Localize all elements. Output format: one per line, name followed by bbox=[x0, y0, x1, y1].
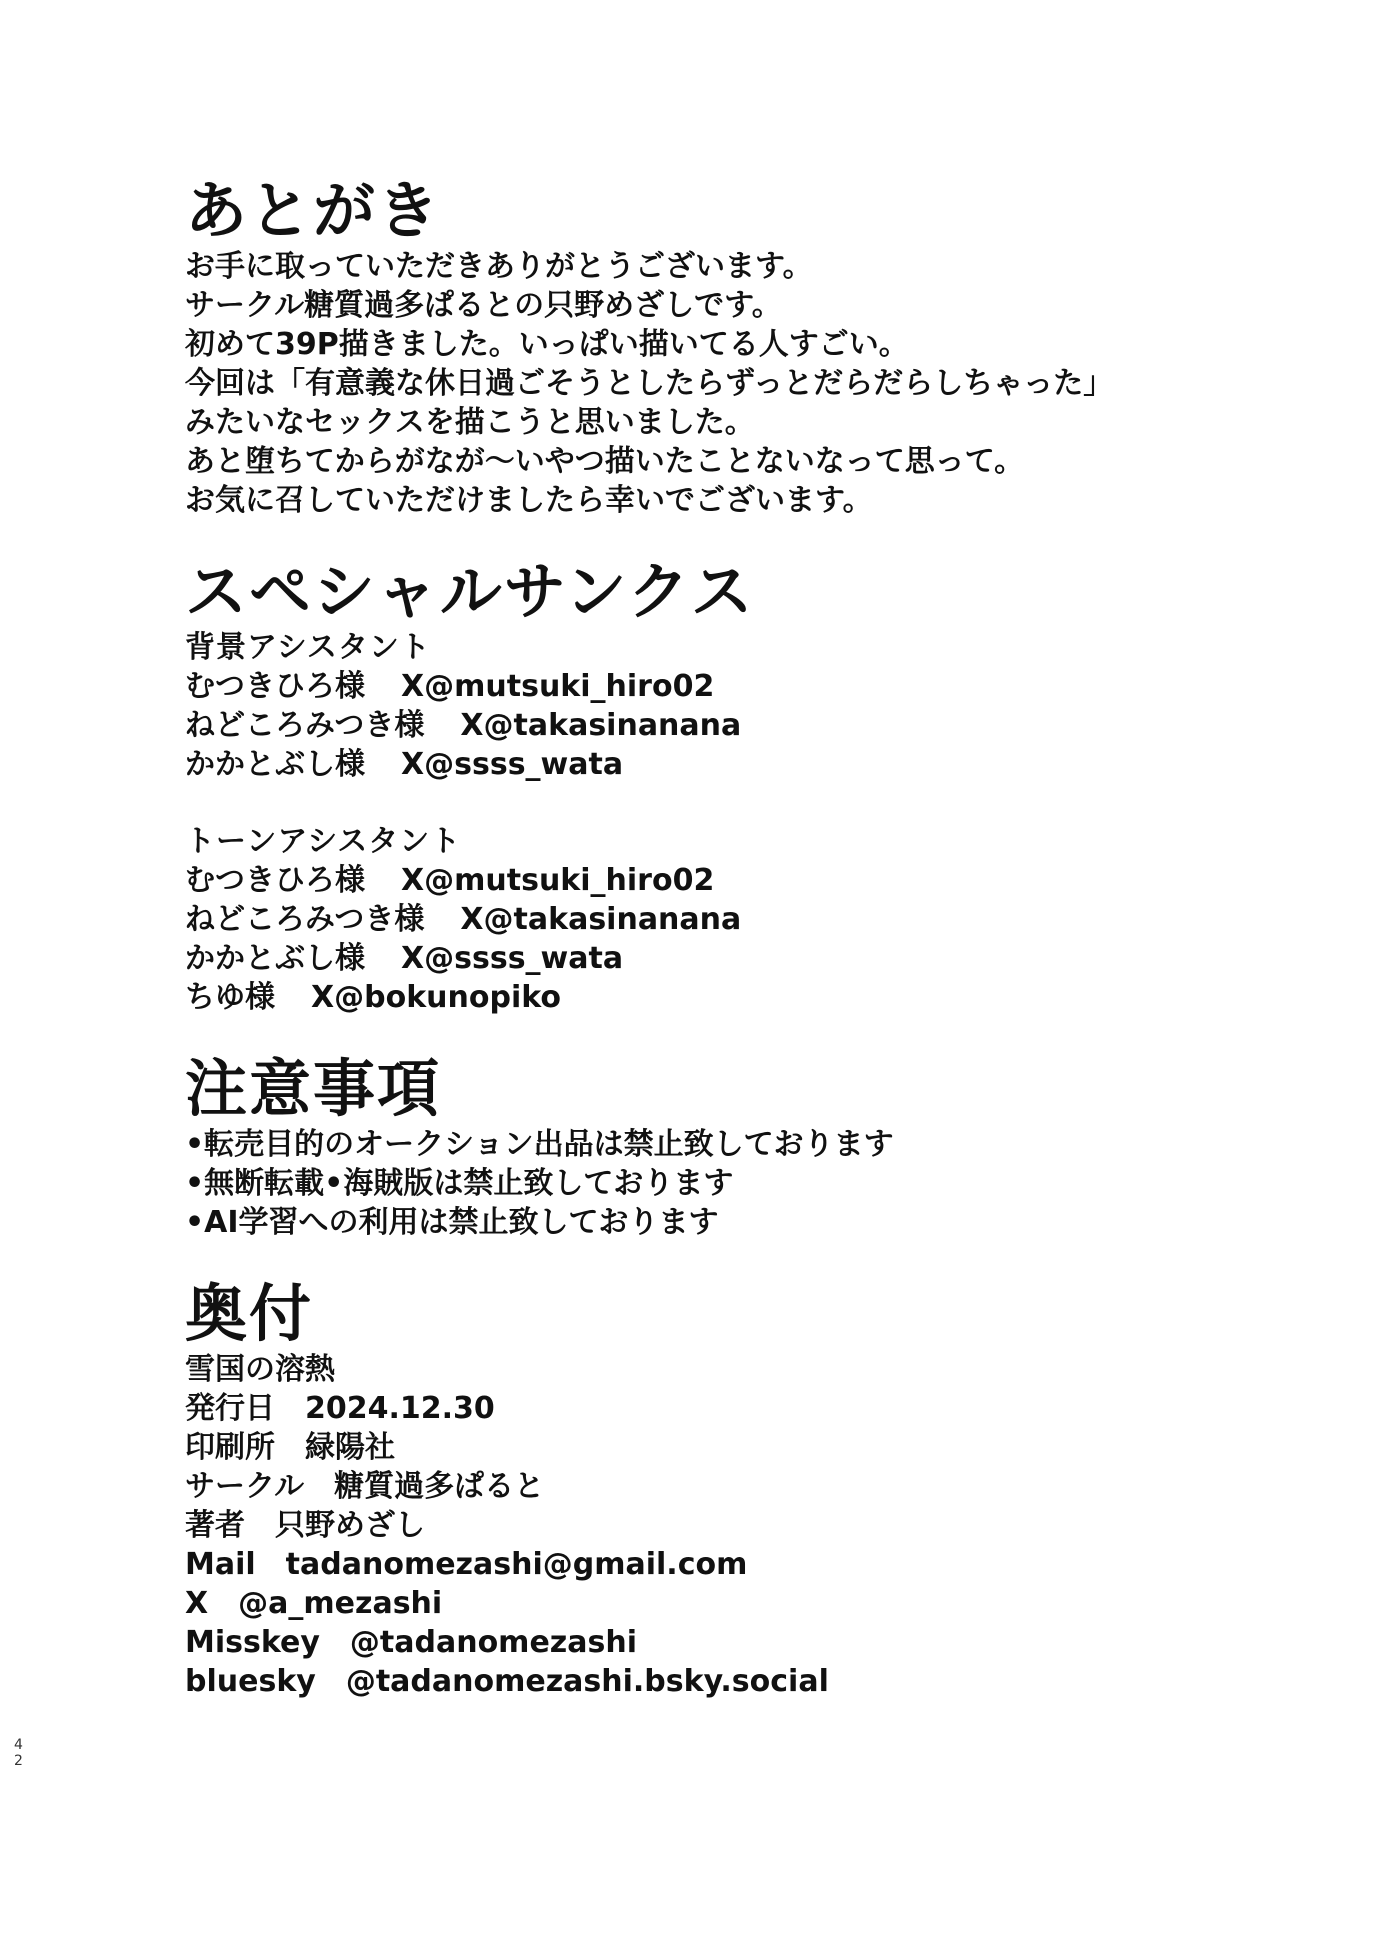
colophon-value: tadanomezashi@gmail.com bbox=[285, 1547, 748, 1582]
credit-name: ねどころみつき様 bbox=[185, 708, 425, 743]
afterword-line: みたいなセックスを描こうと思いました。 bbox=[185, 405, 755, 440]
colophon-key: Misskey bbox=[185, 1625, 320, 1660]
notes-item: •転売目的のオークション出品は禁止致しております bbox=[185, 1127, 894, 1162]
credit-handle: X@ssss_wata bbox=[401, 941, 624, 976]
credit-row bbox=[185, 978, 1285, 1017]
afterword-section bbox=[185, 175, 1285, 520]
colophon-title: 奥付 bbox=[185, 1277, 314, 1350]
credit-name: かかとぶし様 bbox=[185, 941, 365, 976]
notes-section bbox=[185, 1053, 1285, 1242]
group-heading: トーンアシスタント bbox=[185, 824, 462, 859]
colophon-row bbox=[185, 1428, 1285, 1467]
colophon-value: 2024.12.30 bbox=[305, 1391, 495, 1426]
colophon-key: 発行日 bbox=[185, 1391, 275, 1426]
colophon-value: @tadanomezashi.bsky.social bbox=[345, 1664, 829, 1699]
credit-name: かかとぶし様 bbox=[185, 747, 365, 782]
book-title: 雪国の溶熱 bbox=[185, 1352, 335, 1387]
credit-handle: X@bokunopiko bbox=[311, 980, 562, 1015]
afterword-line: 今回は「有意義な休日過ごそうとしたらずっとだらだらしちゃった」 bbox=[185, 366, 1114, 401]
afterword-line: サークル糖質過多ぱるとの只野めざしです。 bbox=[185, 288, 782, 323]
colophon-row bbox=[185, 1506, 1285, 1545]
colophon-key: 印刷所 bbox=[185, 1430, 275, 1465]
colophon-row bbox=[185, 1545, 1285, 1584]
credit-name: むつきひろ様 bbox=[185, 863, 365, 898]
afterword-title: あとがき bbox=[185, 174, 442, 247]
credit-row bbox=[185, 745, 1285, 784]
assistant-group-background bbox=[185, 628, 1285, 784]
colophon-value: 只野めざし bbox=[275, 1508, 425, 1543]
colophon-row bbox=[185, 1623, 1285, 1662]
colophon-key: X bbox=[185, 1586, 209, 1621]
colophon-key: Mail bbox=[185, 1547, 256, 1582]
colophon-row bbox=[185, 1662, 1285, 1701]
colophon-row bbox=[185, 1389, 1285, 1428]
credit-handle: X@ssss_wata bbox=[401, 747, 624, 782]
notes-item: •無断転載•海賊版は禁止致しております bbox=[185, 1166, 734, 1201]
credit-name: むつきひろ様 bbox=[185, 669, 365, 704]
afterword-line: お気に召していただけましたら幸いでございます。 bbox=[185, 483, 873, 518]
special-thanks-title: スペシャルサンクス bbox=[185, 555, 755, 628]
credit-name: ねどころみつき様 bbox=[185, 902, 425, 937]
colophon-row bbox=[185, 1584, 1285, 1623]
credit-handle: X@mutsuki_hiro02 bbox=[401, 669, 715, 704]
credit-row bbox=[185, 939, 1285, 978]
special-thanks-section bbox=[185, 556, 1285, 1017]
credit-handle: X@takasinanana bbox=[460, 902, 742, 937]
credit-name: ちゆ様 bbox=[185, 980, 275, 1015]
colophon-value: 緑陽社 bbox=[305, 1430, 395, 1465]
page-number: 42 bbox=[14, 1737, 23, 1769]
colophon-key: 著者 bbox=[185, 1508, 245, 1543]
credit-row bbox=[185, 667, 1285, 706]
colophon-key: bluesky bbox=[185, 1664, 316, 1699]
credit-handle: X@takasinanana bbox=[460, 708, 742, 743]
credit-row bbox=[185, 861, 1285, 900]
credit-row bbox=[185, 706, 1285, 745]
colophon-row bbox=[185, 1467, 1285, 1506]
afterword-line: 初めて39P描きました。いっぱい描いてる人すごい。 bbox=[185, 327, 909, 362]
notes-title: 注意事項 bbox=[185, 1052, 442, 1125]
assistant-group-tone bbox=[185, 822, 1285, 1017]
afterword-line: あと堕ちてからがなが～いやつ描いたことないなって思って。 bbox=[185, 444, 1025, 479]
colophon-key: サークル bbox=[185, 1469, 305, 1504]
colophon-value: @tadanomezashi bbox=[349, 1625, 637, 1660]
credit-row bbox=[185, 900, 1285, 939]
group-heading: 背景アシスタント bbox=[185, 630, 431, 665]
colophon-value: 糖質過多ぱると bbox=[334, 1469, 545, 1504]
colophon-section bbox=[185, 1278, 1285, 1701]
afterword-line: お手に取っていただきありがとうございます。 bbox=[185, 249, 813, 284]
credit-handle: X@mutsuki_hiro02 bbox=[401, 863, 715, 898]
notes-item: •AI学習への利用は禁止致しております bbox=[185, 1205, 719, 1240]
colophon-value: @a_mezashi bbox=[238, 1586, 443, 1621]
document-page bbox=[185, 175, 1285, 1701]
